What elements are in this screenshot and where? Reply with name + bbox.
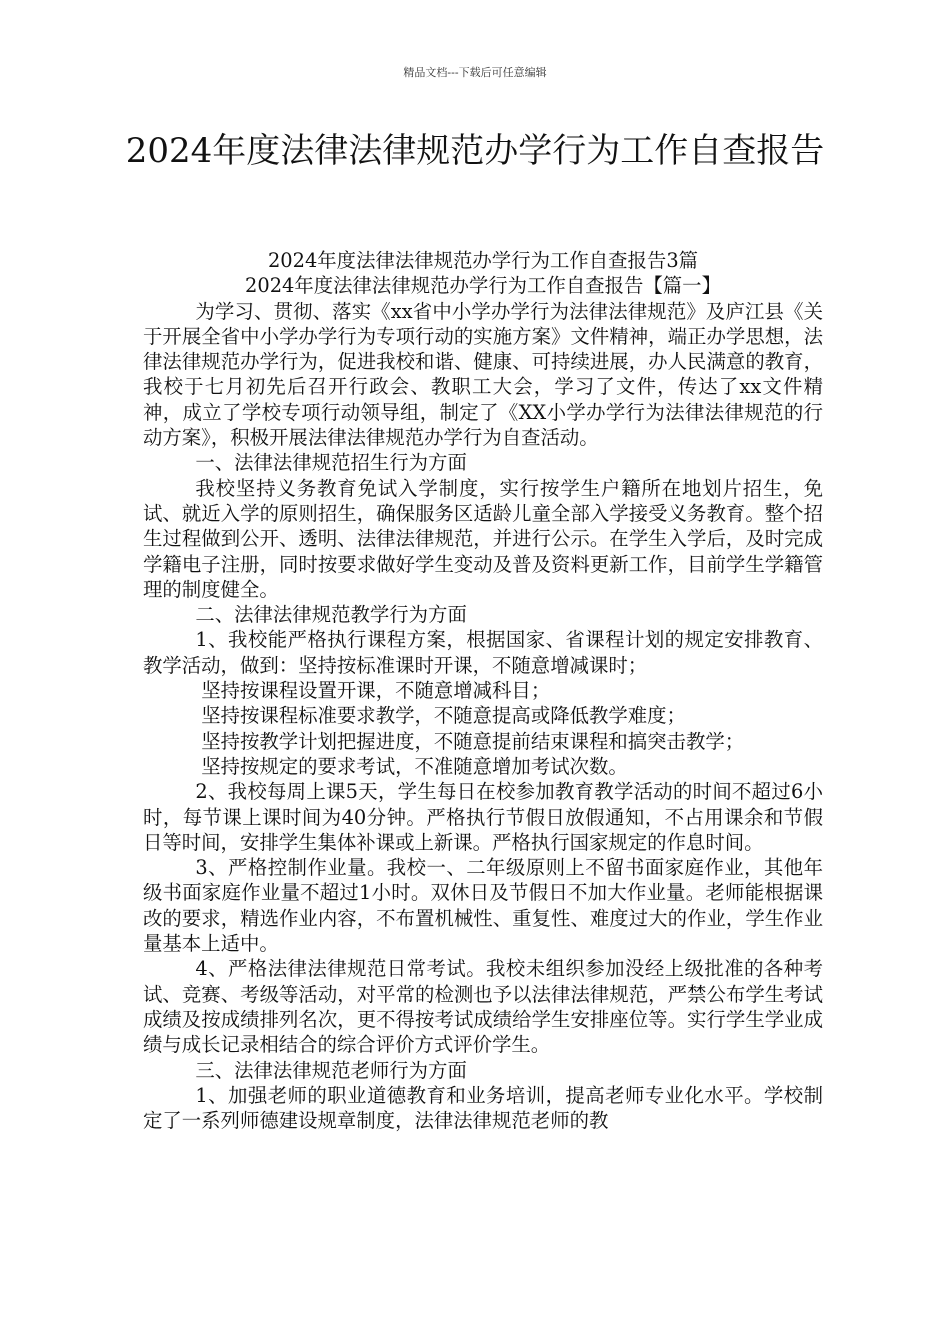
paragraph-teaching-1: 1、我校能严格执行课程方案，根据国家、省课程计划的规定安排教育、教学活动，做到：坚持按标准课时开课，不随意增减课时； [143,628,823,677]
document-subtitle: 2024年度法律法律规范办学行为工作自查报告3篇 [267,249,699,272]
page-header: 精品文档---下载后可任意编辑 [403,66,547,79]
document-title: 2024年度法律法律规范办学行为工作自查报告 [125,131,825,171]
list-item: 坚持按课程标准要求教学，不随意提高或降低教学难度； [201,704,686,728]
paragraph-teaching-2: 2、我校每周上课5天，学生每日在校参加教育教学活动的时间不超过6小时，每节课上课时间为40分钟。严格执行节假日放假通知，不占用课余和节假日等时间，安排学生集体补课或上新课。严格执行国家规定的作息时间。 [143,780,823,854]
list-item: 坚持按课程设置开课，不随意增减科目； [201,679,551,703]
heading-teacher: 三、法律法律规范老师行为方面 [195,1058,467,1082]
paragraph-teaching-4: 4、严格法律法律规范日常考试。我校未组织参加没经上级批准的各种考试、竞赛、考级等活动，对平常的检测也予以法律法律规范，严禁公布学生考试成绩及按成绩排列名次，更不得按考试成绩给学生安排座位等。实行学生学业成绩与成长记录相结合的综合评价方式评价学生。 [143,957,823,1057]
paragraph-enrollment: 我校坚持义务教育免试入学制度，实行按学生户籍所在地划片招生，免试、就近入学的原则招生，确保服务区适龄儿童全部入学接受义务教育。整个招生过程做到公开、透明、法律法律规范，并进行公示。在学生入学后，及时完成学籍电子注册，同时按要求做好学生变动及普及资料更新工作，目前学生学籍管理的制度健全。 [143,476,823,601]
paragraph-teaching-3: 3、严格控制作业量。我校一、二年级原则上不留书面家庭作业，其他年级书面家庭作业量不超过1小时。双休日及节假日不加大作业量。老师能根据课改的要求，精选作业内容，不布置机械性、重复性、难度过大的作业，学生作业量基本上适中。 [143,856,823,956]
heading-teaching: 二、法律法律规范教学行为方面 [195,603,467,627]
document-body [143,248,823,1133]
heading-enrollment: 一、法律法律规范招生行为方面 [195,451,467,475]
list-item: 坚持按规定的要求考试，不准随意增加考试次数。 [201,754,628,778]
paragraph-intro: 为学习、贯彻、落实《xx省中小学办学行为法律法律规范》及庐江县《关于开展全省中小学办学行为专项行动的实施方案》文件精神，端正办学思想，法律法律规范办学行为，促进我校和谐、健康、可持续进展，办人民满意的教育，我校于七月初先后召开行政会、教职工大会，学习了文件，传达了xx文件精神，成立了学校专项行动领导组，制定了《XX小学办学行为法律法律规范的行动方案》，积极开展法律法律规范办学行为自查活动。 [143,299,823,450]
list-item: 坚持按教学计划把握进度，不随意提前结束课程和搞突击教学； [201,729,745,753]
paragraph-teacher-1: 1、加强老师的职业道德教育和业务培训，提高老师专业化水平。学校制定了一系列师德建设规章制度，法律法律规范老师的教 [143,1083,823,1133]
section-title: 2024年度法律法律规范办学行为工作自查报告【篇一】 [245,274,721,298]
